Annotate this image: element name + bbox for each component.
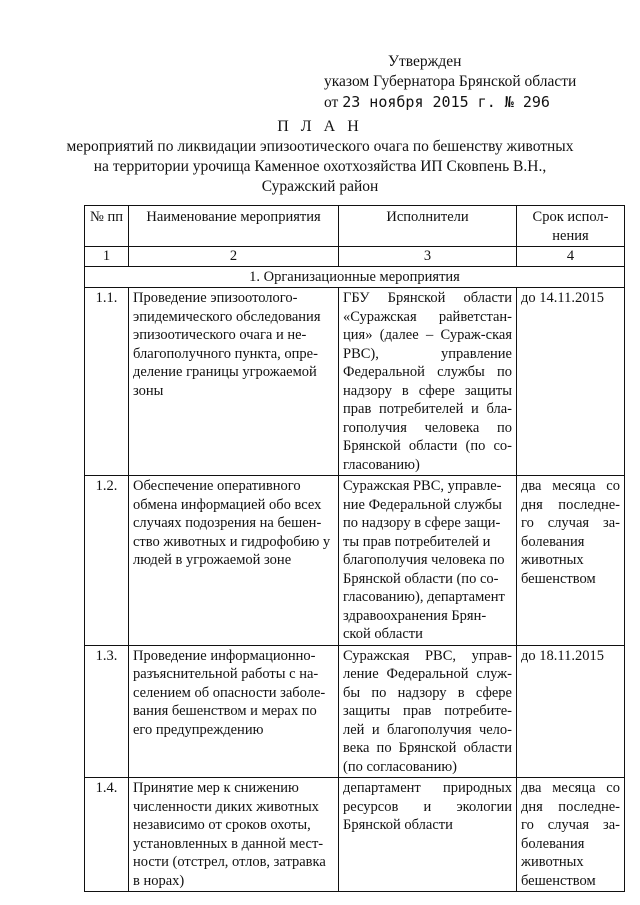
row-term: до 14.11.2015: [517, 288, 625, 476]
table-row: [85, 645, 625, 778]
title-line3: Суражский район: [261, 178, 379, 195]
title-line1: мероприятий по ликвидации эпизоотического очага по бешенству животных: [66, 138, 574, 155]
table-header-row: [85, 206, 625, 247]
approval-date-prefix: от: [324, 94, 339, 111]
row-number: 1.4.: [85, 778, 129, 892]
title-heading: П Л А Н: [277, 118, 363, 135]
table-row: [85, 476, 625, 646]
section-title: 1. Организационные мероприятия: [85, 266, 625, 288]
row-term: два месяца со дня последне-го случая за-болевания животных бешенством: [517, 476, 625, 646]
column-number: 4: [517, 247, 625, 267]
approval-date-stamp: 23 ноября 2015 г. № 296: [342, 93, 550, 111]
approval-line1: Утвержден: [388, 53, 462, 70]
column-number-row: [85, 247, 625, 267]
approval-line3: [316, 92, 616, 113]
header-term: Срок испол-нения: [517, 206, 625, 247]
row-executors: Суражская РВС, управ-ление Федеральной служ-бы по надзору в сфере защиты прав потребите-лей и благополучия чело-века по Брянской области (по согласованию): [339, 645, 517, 778]
row-name: Проведение эпизоотолого-эпидемического обследования эпизоотического очага и не-благополучного пункта, опре-деление границы угрожаемой зоны: [129, 288, 339, 476]
row-executors: Суражская РВС, управле-ние Федеральной службы по надзору в сфере защи-ты прав потребителей и благополучия человека по Брянской области (по со-гласованию), департамент здравоохранения Брян-ской области: [339, 476, 517, 646]
row-executors: ГБУ Брянской области «Суражская райветстан-ция» (далее – Сураж-ская РВС), управление Федеральной службы по надзору в сфере защиты прав потребителей и бла-гополучия человека по Брянской области (по со-гласованию): [339, 288, 517, 476]
column-number: 3: [339, 247, 517, 267]
row-name: Проведение информационно-разъяснительной работы с на-селением об опасности заболе-вания бешенством и мерах по его предупреждению: [129, 645, 339, 778]
row-name: Обеспечение оперативного обмена информацией обо всех случаях подозрения на бешен-ство животных и гидрофобию у людей в угрожаемой зоне: [129, 476, 339, 646]
row-number: 1.3.: [85, 645, 129, 778]
table-row: [85, 288, 625, 476]
column-number: 2: [129, 247, 339, 267]
plan-table: [84, 205, 625, 892]
title-line2: на территории урочища Каменное охотхозяйства ИП Сковпень В.Н.,: [93, 158, 547, 175]
row-name: Принятие мер к снижению численности диких животных независимо от сроков охоты, установленных в данной мест-ности (отстрел, отлов, затравка в норах): [129, 778, 339, 892]
document-title: [0, 117, 640, 197]
row-number: 1.2.: [85, 476, 129, 646]
row-executors: департамент природных ресурсов и экологии Брянской области: [339, 778, 517, 892]
column-number: 1: [85, 247, 129, 267]
row-number: 1.1.: [85, 288, 129, 476]
approval-block: [316, 52, 616, 113]
row-term: до 18.11.2015: [517, 645, 625, 778]
header-executors: Исполнители: [339, 206, 517, 247]
header-name: Наименование мероприятия: [129, 206, 339, 247]
header-number: № пп: [85, 206, 129, 247]
row-term: два месяца со дня последне-го случая за-болевания животных бешенством: [517, 778, 625, 892]
table-row: [85, 778, 625, 892]
approval-line2: указом Губернатора Брянской области: [324, 73, 577, 90]
section-row: [85, 266, 625, 288]
